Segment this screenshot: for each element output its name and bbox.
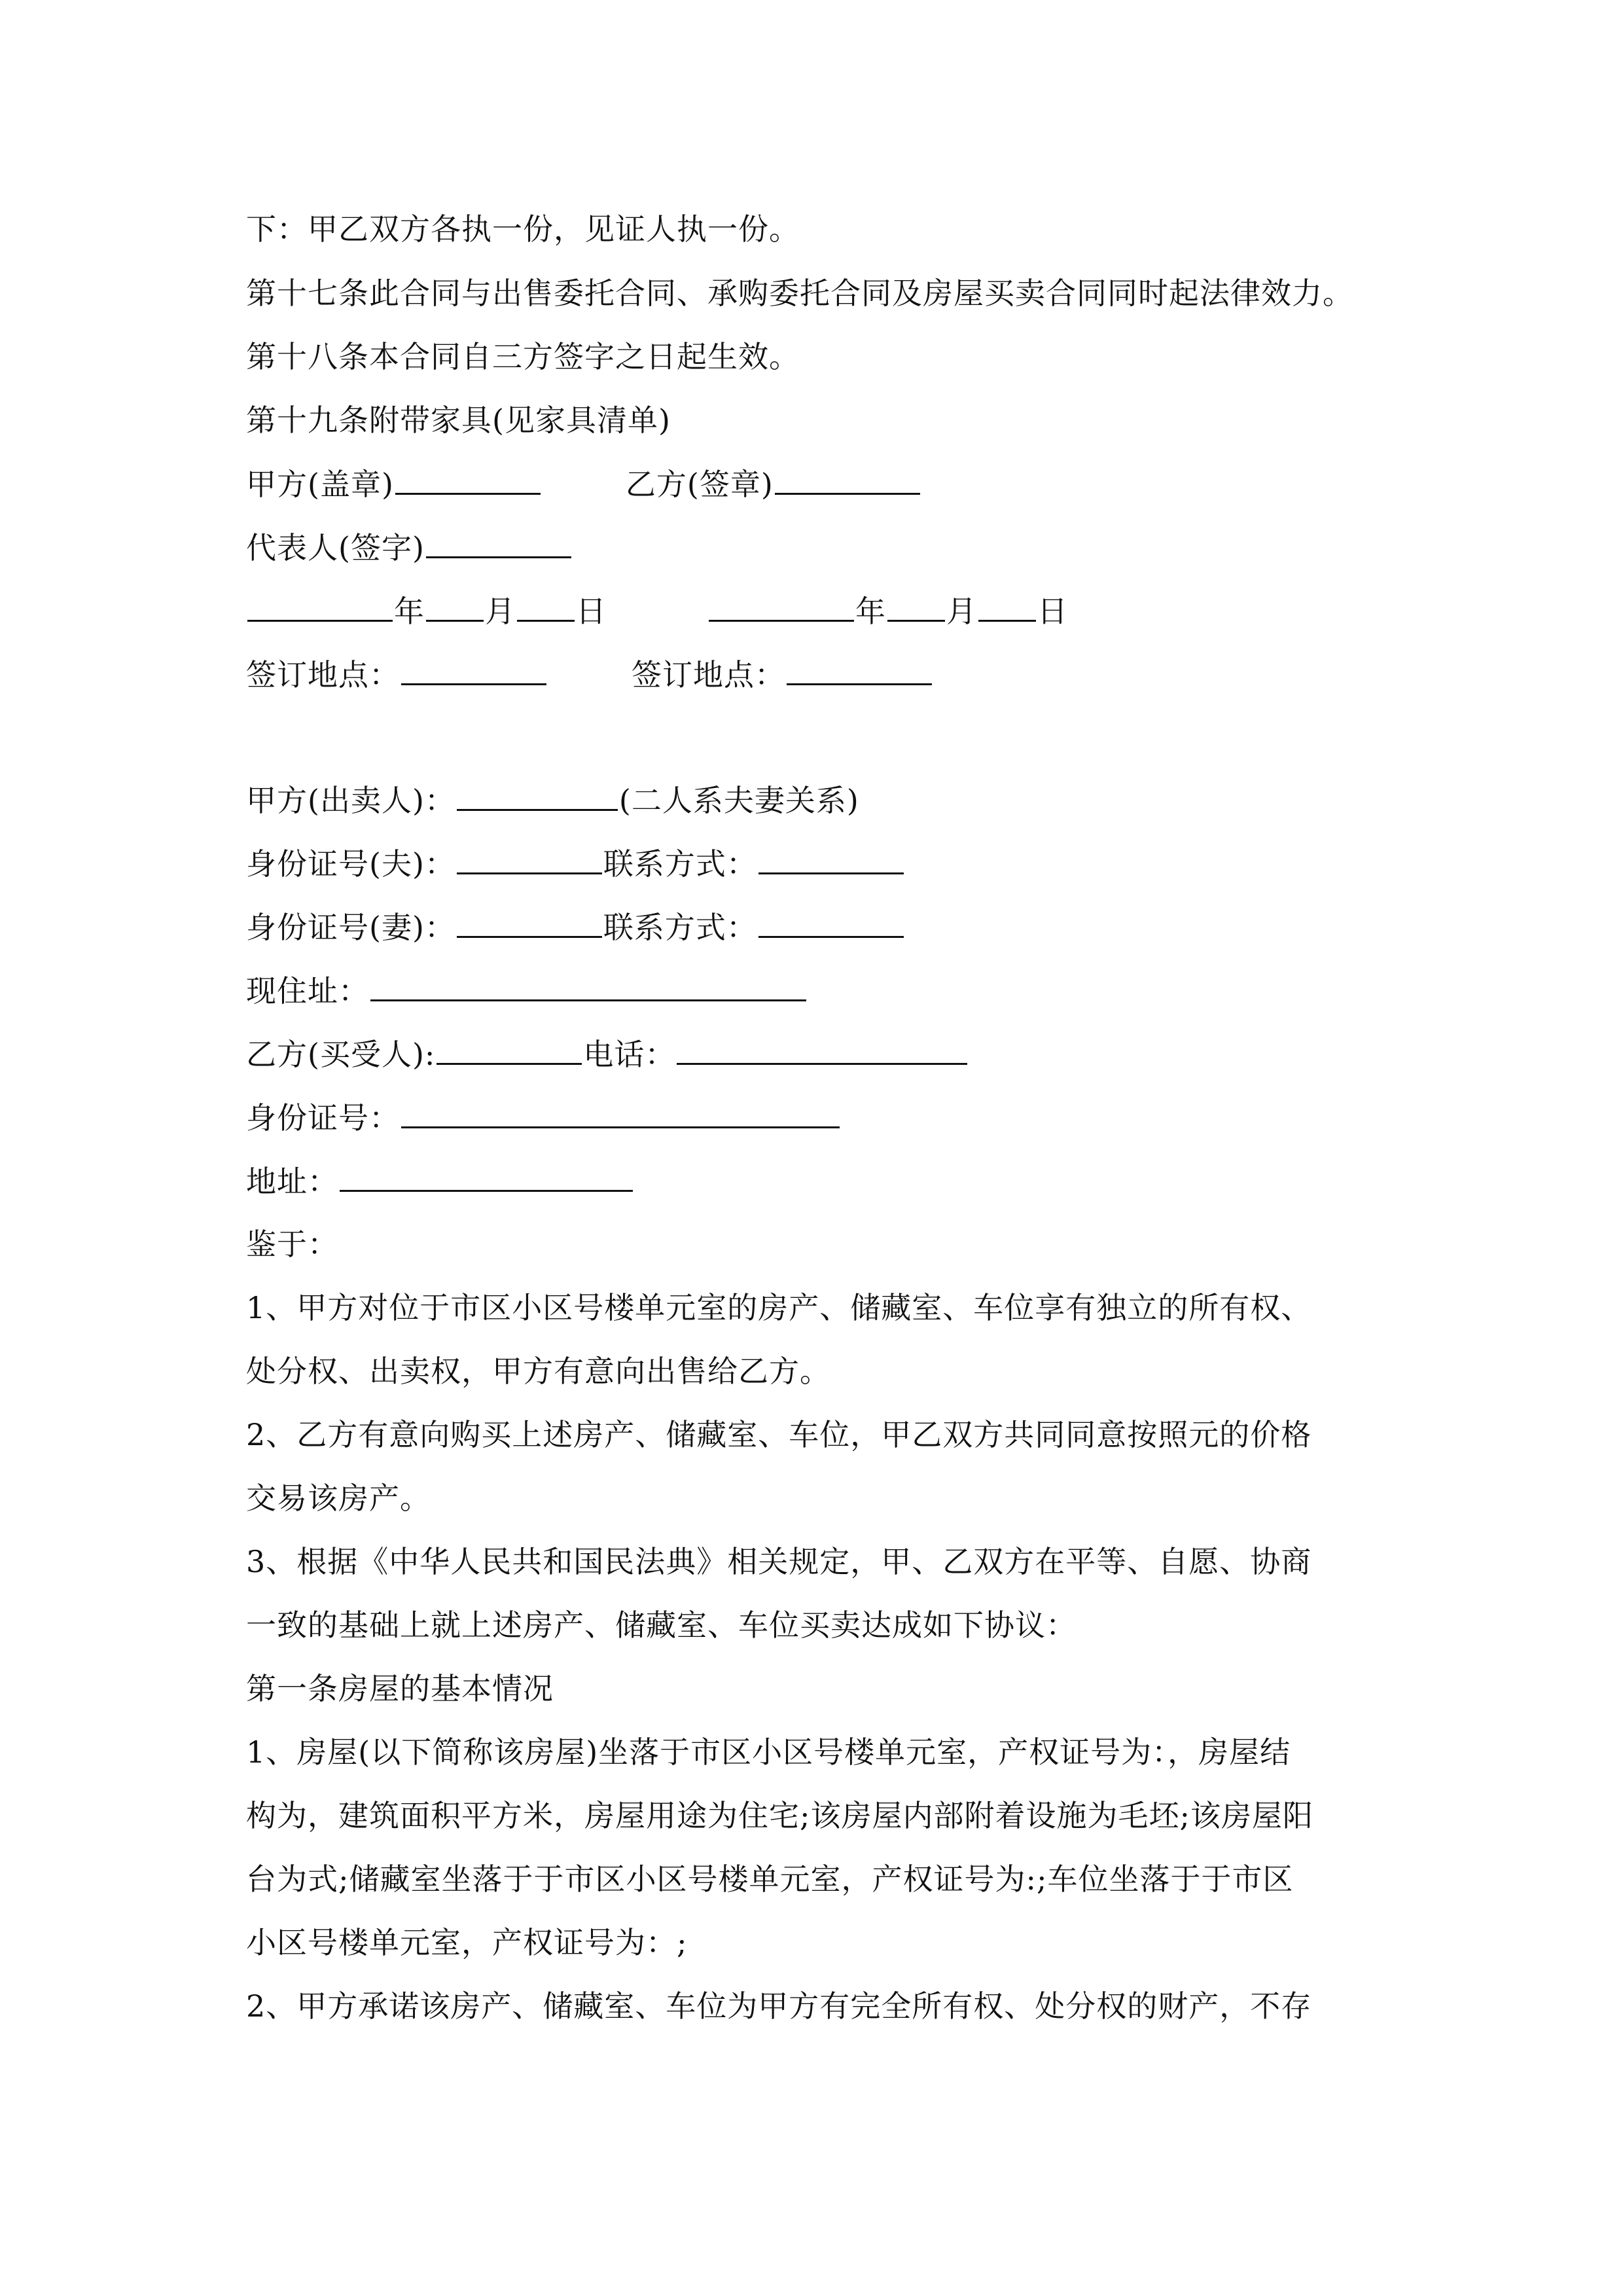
day-blank-2[interactable] bbox=[978, 591, 1036, 622]
party-a-row bbox=[246, 780, 859, 820]
representative-blank[interactable] bbox=[426, 528, 571, 558]
current-address-blank[interactable] bbox=[370, 971, 806, 1001]
date-row bbox=[246, 591, 1068, 631]
clause-3-line-2: 一致的基础上就上述房产、储藏室、车位买卖达成如下协议： bbox=[246, 1607, 1077, 1643]
phone-label: 电话： bbox=[583, 1037, 676, 1072]
id-blank[interactable] bbox=[401, 1098, 840, 1128]
current-address-row bbox=[246, 971, 808, 1011]
party-a-label: 甲方(出卖人)： bbox=[246, 783, 455, 818]
month-label: 月 bbox=[485, 594, 516, 629]
clause-3-line-1: 3、根据《中华人民共和国民法典》相关规定，甲、乙双方在平等、自愿、协商 bbox=[246, 1544, 1312, 1579]
year-blank[interactable] bbox=[247, 591, 393, 622]
phone-blank[interactable] bbox=[677, 1034, 967, 1065]
whereas-heading: 鉴于： bbox=[246, 1227, 338, 1262]
day-label: 日 bbox=[576, 594, 607, 629]
article-1-item-1-line-2: 构为，建筑面积平方米，房屋用途为住宅;该房屋内部附着设施为毛坯;该房屋阳 bbox=[246, 1798, 1313, 1833]
party-b-sign-label: 乙方(签章) bbox=[625, 467, 774, 502]
article-18: 第十八条本合同自三方签字之日起生效。 bbox=[246, 339, 800, 374]
day-blank[interactable] bbox=[517, 591, 575, 622]
signing-place-label-2: 签订地点： bbox=[632, 657, 785, 692]
party-b-label: 乙方(买受人): bbox=[246, 1037, 436, 1072]
address-label: 地址： bbox=[246, 1164, 338, 1199]
id-husband-row bbox=[246, 844, 905, 884]
year-blank-2[interactable] bbox=[709, 591, 854, 622]
party-a-note: (二人系夫妻关系) bbox=[618, 783, 859, 818]
id-wife-label: 身份证号(妻)： bbox=[246, 910, 455, 945]
month-blank[interactable] bbox=[426, 591, 484, 622]
id-wife-blank[interactable] bbox=[457, 907, 602, 938]
article-1-item-2-line-1: 2、甲方承诺该房产、储藏室、车位为甲方有完全所有权、处分权的财产，不存 bbox=[246, 1988, 1312, 2024]
article-1-item-1-line-4: 小区号楼单元室，产权证号为：; bbox=[246, 1925, 688, 1960]
month-blank-2[interactable] bbox=[887, 591, 945, 622]
article-1-item-1-line-3: 台为式;储藏室坐落于于市区小区号楼单元室，产权证号为:;车位坐落于于市区 bbox=[246, 1861, 1294, 1897]
id-husband-blank[interactable] bbox=[457, 844, 602, 874]
signature-row bbox=[246, 464, 921, 504]
representative-label: 代表人(签字) bbox=[246, 530, 425, 565]
signing-place-blank[interactable] bbox=[401, 655, 546, 685]
text-line: 下：甲乙双方各执一份，见证人执一份。 bbox=[246, 211, 800, 247]
clause-2-line-2: 交易该房产。 bbox=[246, 1480, 431, 1516]
contact-label-2: 联系方式： bbox=[603, 910, 757, 945]
party-b-sign-blank[interactable] bbox=[775, 464, 920, 495]
party-a-seal-blank[interactable] bbox=[395, 464, 541, 495]
id-label: 身份证号： bbox=[246, 1100, 400, 1136]
year-label: 年 bbox=[394, 594, 425, 629]
article-1-item-1-line-1: 1、房屋(以下简称该房屋)坐落于市区小区号楼单元室，产权证号为：，房屋结 bbox=[246, 1734, 1291, 1770]
id-row bbox=[246, 1098, 841, 1138]
id-wife-row bbox=[246, 907, 905, 947]
current-address-label: 现住址： bbox=[246, 973, 369, 1009]
address-row bbox=[246, 1161, 634, 1201]
signing-place-label: 签订地点： bbox=[246, 657, 400, 692]
signing-place-blank-2[interactable] bbox=[787, 655, 932, 685]
representative-row bbox=[246, 528, 573, 567]
party-b-row bbox=[246, 1034, 969, 1074]
party-b-blank[interactable] bbox=[437, 1034, 582, 1065]
article-19: 第十九条附带家具(见家具清单) bbox=[246, 403, 671, 438]
id-husband-label: 身份证号(夫)： bbox=[246, 846, 455, 882]
article-1-heading: 第一条房屋的基本情况 bbox=[246, 1671, 554, 1706]
clause-2-line-1: 2、乙方有意向购买上述房产、储藏室、车位，甲乙双方共同同意按照元的价格 bbox=[246, 1417, 1312, 1452]
clause-1-line-1: 1、甲方对位于市区小区号楼单元室的房产、储藏室、车位享有独立的所有权、 bbox=[246, 1290, 1312, 1325]
contact-blank[interactable] bbox=[758, 844, 904, 874]
clause-1-line-2: 处分权、出卖权，甲方有意向出售给乙方。 bbox=[246, 1354, 830, 1389]
month-label-2: 月 bbox=[946, 594, 977, 629]
party-a-seal-label: 甲方(盖章) bbox=[246, 467, 394, 502]
year-label-2: 年 bbox=[855, 594, 886, 629]
address-blank[interactable] bbox=[340, 1161, 633, 1192]
party-a-blank[interactable] bbox=[457, 780, 618, 811]
contact-blank-2[interactable] bbox=[758, 907, 904, 938]
article-17: 第十七条此合同与出售委托合同、承购委托合同及房屋买卖合同同时起法律效力。 bbox=[246, 276, 1353, 311]
contact-label: 联系方式： bbox=[603, 846, 757, 882]
signing-place-row bbox=[246, 655, 933, 694]
day-label-2: 日 bbox=[1037, 594, 1068, 629]
